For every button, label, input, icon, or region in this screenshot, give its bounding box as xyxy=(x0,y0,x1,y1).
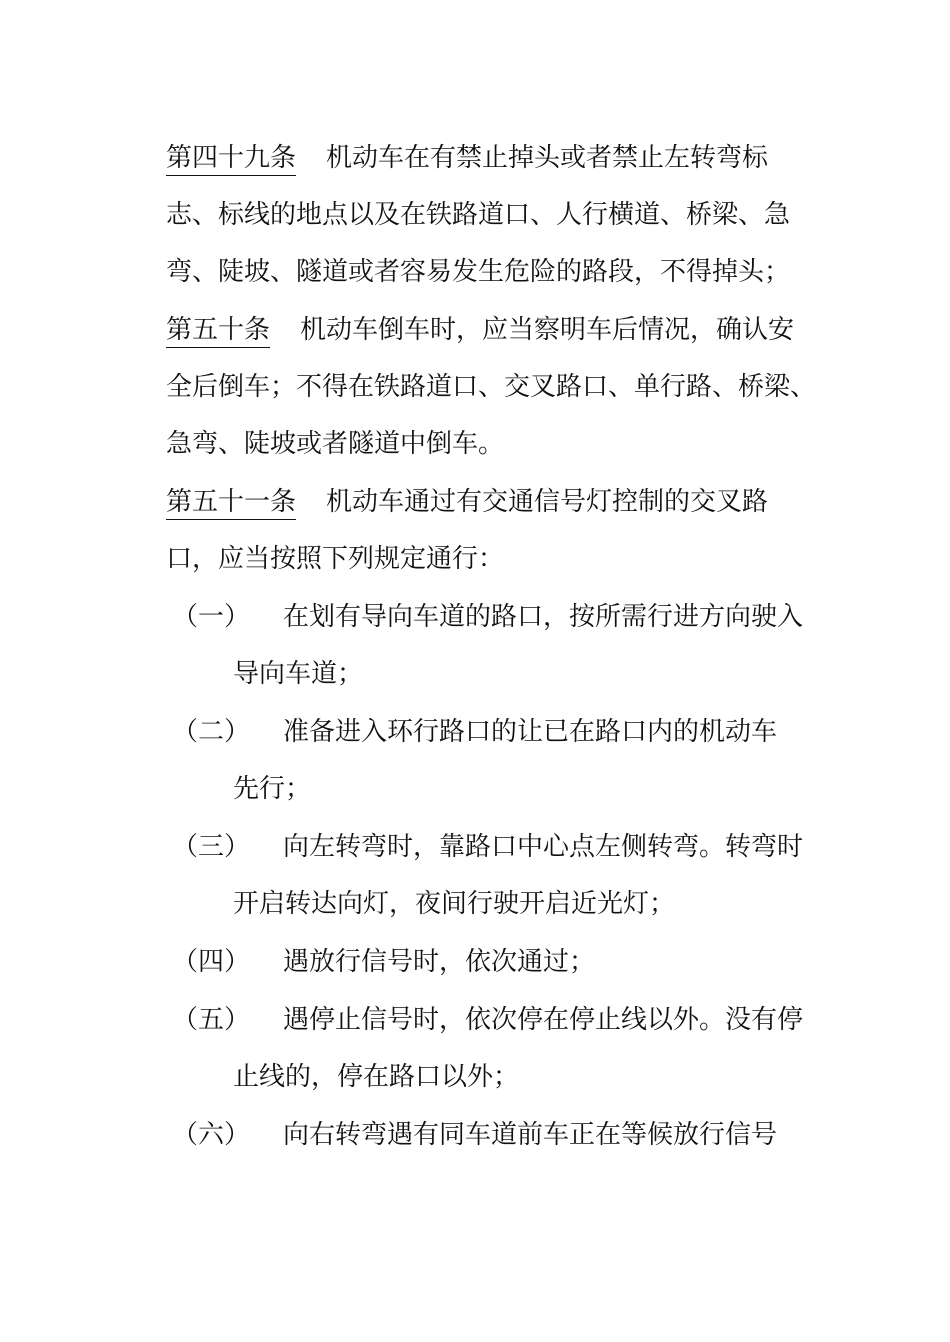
list-item-2-text: 准备进入环行路口的让已在路口内的机动车 xyxy=(283,717,778,747)
article-49-line-1 xyxy=(166,141,768,176)
list-item-5-text: 遇停止信号时，依次停在停止线以外。没有停 xyxy=(283,1005,804,1035)
list-item-2-cont: 先行； xyxy=(233,774,312,804)
list-item-4-text: 遇放行信号时，依次通过； xyxy=(283,947,596,977)
article-50-line-1 xyxy=(166,313,794,348)
article-51-line-1 xyxy=(166,485,768,520)
article-49-line-2: 志、标线的地点以及在铁路道口、人行横道、桥梁、急 xyxy=(166,200,791,230)
article-51-number: 第五十一条 xyxy=(166,487,296,520)
list-item-5-marker: （五） xyxy=(172,1005,251,1035)
list-item-3-cont: 开启转达向灯，夜间行驶开启近光灯； xyxy=(233,889,676,919)
list-item-6-marker: （六） xyxy=(172,1120,251,1150)
list-item-3-marker: （三） xyxy=(172,832,251,862)
article-49-number: 第四十九条 xyxy=(166,143,296,176)
list-item-1-text: 在划有导向车道的路口，按所需行进方向驶入 xyxy=(283,602,804,632)
list-item-3-text: 向左转弯时，靠路口中心点左侧转弯。转弯时 xyxy=(283,832,804,862)
article-50-line-2: 全后倒车；不得在铁路道口、交叉路口、单行路、桥梁、 xyxy=(166,372,817,402)
article-51-line-2: 口，应当按照下列规定通行： xyxy=(166,544,505,574)
article-50-text-1: 机动车倒车时，应当察明车后情况，确认安 xyxy=(300,315,795,345)
list-item-2-marker: （二） xyxy=(172,717,251,747)
list-item-6-text: 向右转弯遇有同车道前车正在等候放行信号 xyxy=(283,1120,778,1150)
article-49-line-3: 弯、陡坡、隧道或者容易发生危险的路段，不得掉头； xyxy=(166,257,791,287)
article-49-text-1: 机动车在有禁止掉头或者禁止左转弯标 xyxy=(326,143,769,173)
list-item-4-marker: （四） xyxy=(172,947,251,977)
list-item-1-marker: （一） xyxy=(172,602,251,632)
list-item-5-cont: 止线的，停在路口以外； xyxy=(233,1062,520,1092)
article-50-line-3: 急弯、陡坡或者隧道中倒车。 xyxy=(166,429,505,459)
list-item-1-cont: 导向车道； xyxy=(233,659,364,689)
article-50-number: 第五十条 xyxy=(166,315,270,348)
article-51-text-1: 机动车通过有交通信号灯控制的交叉路 xyxy=(326,487,769,517)
